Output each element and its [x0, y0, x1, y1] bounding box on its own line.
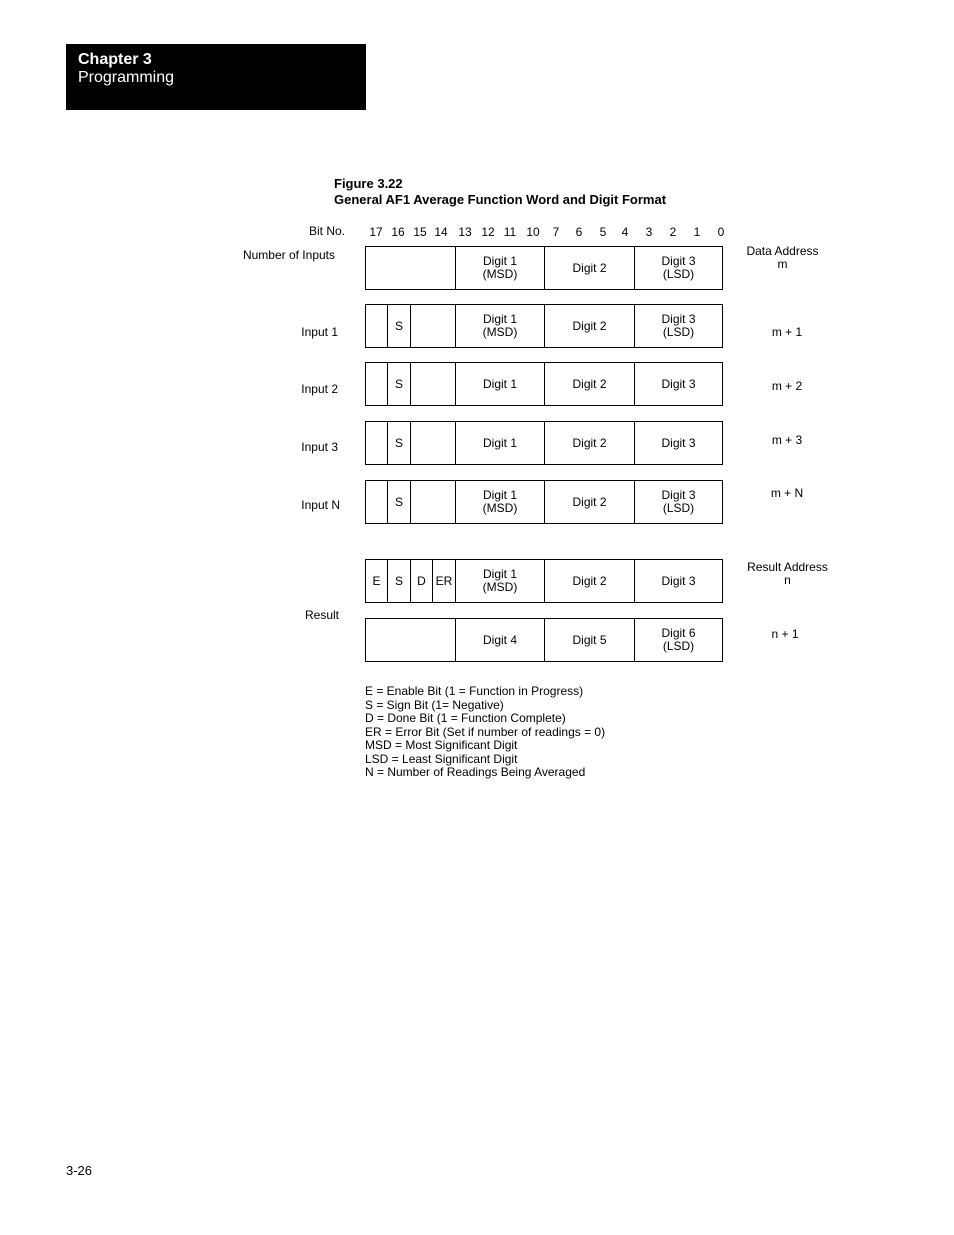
- figure-number: Figure 3.22: [334, 176, 403, 191]
- legend-item: E = Enable Bit (1 = Function in Progress): [365, 684, 584, 698]
- digit1-cell: Digit 1 (MSD): [456, 305, 545, 347]
- sign-bit-cell: S: [388, 560, 411, 602]
- word-result-1: [365, 559, 723, 603]
- bit-number: 17: [369, 225, 383, 239]
- blank-cell: [411, 481, 456, 523]
- word-result-2: [365, 618, 723, 662]
- bit-number: 13: [458, 225, 472, 239]
- data-address-label: Data Address m: [746, 244, 819, 271]
- digit3-cell: Digit 3 (LSD): [661, 254, 696, 281]
- digit2-cell: Digit 2: [545, 305, 635, 347]
- sign-bit-cell: S: [388, 481, 411, 523]
- chapter-title: Chapter 3: [78, 51, 152, 68]
- digit5-cell: Digit 5: [545, 619, 635, 661]
- blank-cell: [411, 422, 456, 464]
- digit2-cell: Digit 2: [545, 422, 635, 464]
- blank-cell: [366, 247, 456, 289]
- bit-number: 16: [391, 225, 405, 239]
- digit1-cell: Digit 1 (MSD): [456, 247, 545, 289]
- row-label-input-1: Input 1: [301, 325, 338, 339]
- blank-cell: [366, 422, 388, 464]
- done-bit-cell: D: [411, 560, 433, 602]
- bit-number: 1: [693, 225, 701, 239]
- legend-item: N = Number of Readings Being Averaged: [365, 765, 586, 779]
- digit3-cell: Digit 3 (LSD): [661, 488, 696, 515]
- figure-title: General AF1 Average Function Word and Digit Format: [334, 192, 667, 207]
- sign-bit-cell: S: [388, 363, 411, 405]
- digit4-cell: Digit 4: [456, 619, 545, 661]
- bit-number: 3: [645, 225, 653, 239]
- word-input-3: [365, 421, 723, 465]
- bit-number: 5: [599, 225, 607, 239]
- blank-cell: [411, 363, 456, 405]
- sign-bit-cell: S: [388, 422, 411, 464]
- digit1-cell: Digit 1: [456, 422, 545, 464]
- enable-bit-cell: E: [366, 560, 388, 602]
- row-label-result: Result: [304, 608, 339, 622]
- chapter-header: [66, 44, 366, 110]
- legend: [365, 685, 605, 780]
- bit-number: 4: [621, 225, 629, 239]
- address-m-plus-3: m + 3: [771, 433, 803, 447]
- legend-item: ER = Error Bit (Set if number of readings = 0): [365, 724, 606, 739]
- digit2-cell: Digit 2: [545, 363, 635, 405]
- bit-number: 11: [503, 225, 517, 239]
- row-label-input-n: Input N: [301, 498, 340, 512]
- bit-number: 7: [552, 225, 560, 239]
- word-number-of-inputs: [365, 246, 723, 290]
- address-m-plus-n: m + N: [770, 486, 804, 500]
- sign-bit-cell: S: [388, 305, 411, 347]
- word-input-n: [365, 480, 723, 524]
- blank-cell: [411, 305, 456, 347]
- digit3-cell: Digit 3: [661, 376, 696, 391]
- digit1-cell: Digit 1 (MSD): [456, 481, 545, 523]
- legend-item: LSD = Least Significant Digit: [365, 751, 518, 766]
- bit-number: 14: [434, 225, 448, 239]
- bit-number: 2: [669, 225, 677, 239]
- legend-item: S = Sign Bit (1= Negative): [365, 697, 504, 712]
- blank-cell: [366, 305, 388, 347]
- digit2-cell: Digit 2: [545, 560, 635, 602]
- digit3-cell: Digit 3 (LSD): [661, 312, 696, 339]
- bit-no-label: Bit No.: [308, 224, 345, 238]
- word-input-1: [365, 304, 723, 348]
- word-input-2: [365, 362, 723, 406]
- digit2-cell: Digit 2: [545, 247, 635, 289]
- row-label-number-of-inputs: Number of Inputs: [242, 248, 335, 262]
- digit2-cell: Digit 2: [545, 481, 635, 523]
- blank-cell: [366, 363, 388, 405]
- blank-cell: [366, 481, 388, 523]
- digit1-cell: Digit 1 (MSD): [456, 560, 545, 602]
- bit-number: 12: [481, 225, 495, 239]
- section-title: Programming: [78, 69, 175, 86]
- row-label-input-2: Input 2: [301, 382, 338, 396]
- bit-number: 15: [413, 225, 427, 239]
- page-number: 3-26: [66, 1163, 93, 1178]
- address-m-plus-2: m + 2: [771, 379, 803, 393]
- address-n-plus-1: n + 1: [771, 627, 799, 641]
- legend-item: MSD = Most Significant Digit: [365, 738, 518, 752]
- bit-number: 10: [526, 225, 540, 239]
- digit6-cell: Digit 6 (LSD): [661, 626, 696, 653]
- address-m-plus-1: m + 1: [771, 325, 803, 339]
- row-label-input-3: Input 3: [301, 440, 338, 454]
- digit3-cell: Digit 3: [661, 435, 696, 450]
- legend-item: D = Done Bit (1 = Function Complete): [365, 711, 566, 725]
- error-bit-cell: ER: [433, 560, 456, 602]
- blank-cell: [366, 619, 456, 661]
- bit-number: 6: [575, 225, 583, 239]
- digit3-cell: Digit 3: [661, 573, 696, 588]
- result-address-label: Result Address n: [747, 560, 828, 587]
- bit-number: 0: [717, 225, 725, 239]
- figure-caption: [334, 176, 666, 208]
- digit1-cell: Digit 1: [456, 363, 545, 405]
